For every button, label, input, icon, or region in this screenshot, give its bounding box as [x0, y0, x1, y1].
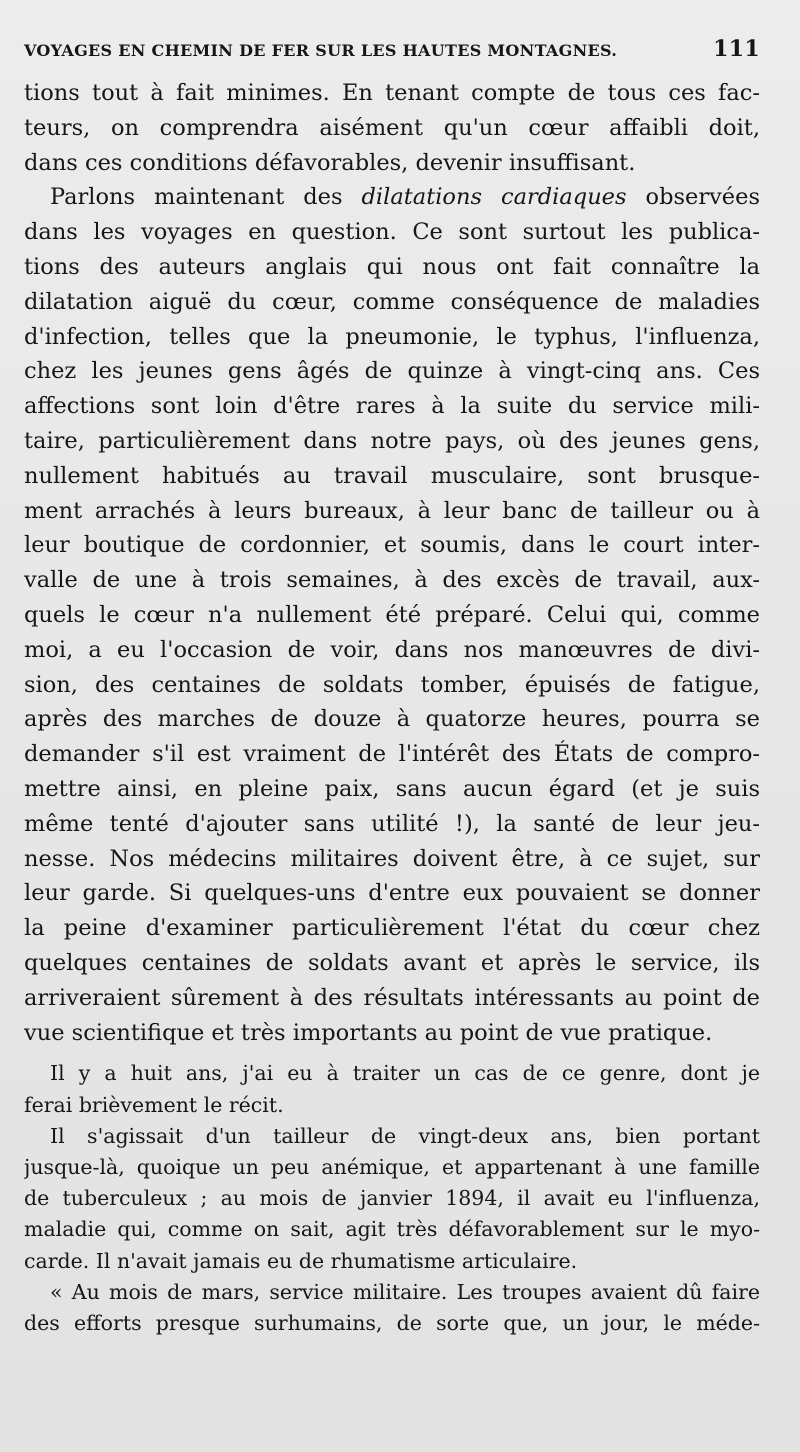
text-line: de tuberculeux ; au mois de janvier 1894, il avait eu l'influenza,: [24, 1186, 760, 1211]
text-line: moi, a eu l'occasion de voir, dans nos manœuvres de divi-: [24, 636, 760, 663]
text-line: jusque-là, quoique un peu anémique, et appartenant à une famille: [24, 1154, 760, 1179]
text-line: des efforts presque surhumains, de sorte que, un jour, le méde-: [24, 1310, 760, 1335]
text-line: après des marches de douze à quatorze heures, pourra se: [24, 706, 760, 733]
text-line: quelques centaines de soldats avant et après le service, ils: [24, 949, 760, 976]
text-line: nullement habitués au travail musculaire, sont brusque-: [24, 462, 760, 489]
quoted-report-paragraph: [24, 1277, 760, 1339]
page-number: 111: [713, 36, 760, 62]
text-line: dans les voyages en question. Ce sont surtout les publica-: [24, 219, 760, 246]
text-line: Il y a huit ans, j'ai eu à traiter un cas de ce genre, dont je: [50, 1061, 760, 1086]
text-line: valle de une à trois semaines, à des excès de travail, aux-: [24, 567, 760, 594]
text-line: affections sont loin d'être rares à la suite du service mili-: [24, 393, 760, 420]
text-run: observées: [626, 184, 760, 211]
text-line: chez les jeunes gens âgés de quinze à vingt-cinq ans. Ces: [24, 358, 760, 385]
text-line: dilatation aiguë du cœur, comme conséquence de maladies: [24, 288, 760, 315]
text-line: la peine d'examiner particulièrement l'état du cœur chez: [24, 915, 760, 942]
text-run: Parlons maintenant des: [50, 184, 362, 211]
case-history-paragraph: [24, 1121, 760, 1277]
paragraph-2: [24, 180, 760, 1050]
text-line: teurs, on comprendra aisément qu'un cœur affaibli doit,: [24, 114, 760, 141]
text-line: nesse. Nos médecins militaires doivent être, à ce sujet, sur: [24, 845, 760, 872]
text-line: ment arrachés à leurs bureaux, à leur banc de tailleur ou à: [24, 497, 760, 524]
text-line: leur garde. Si quelques-uns d'entre eux pouvaient se donner: [24, 880, 760, 907]
paragraph-1: [24, 76, 760, 180]
text-line: leur boutique de cordonnier, et soumis, dans le court inter-: [24, 532, 760, 559]
italic-term: dilatations cardiaques: [361, 184, 627, 211]
text-line: sion, des centaines de soldats tomber, épuisés de fatigue,: [24, 671, 760, 698]
text-line: Il s'agissait d'un tailleur de vingt-deux ans, bien portant: [50, 1123, 760, 1148]
text-line: quels le cœur n'a nullement été préparé. Celui qui, comme: [24, 601, 760, 628]
text-line: arriveraient sûrement à des résultats intéressants au point de: [24, 984, 760, 1011]
text-line: même tenté d'ajouter sans utilité !), la santé de leur jeu-: [24, 810, 760, 837]
text-line: mettre ainsi, en pleine paix, sans aucun égard (et je suis: [24, 775, 760, 802]
text-line: dans ces conditions défavorables, devenir insuffisant.: [24, 149, 636, 176]
text-line: tions tout à fait minimes. En tenant compte de tous ces fac-: [24, 80, 760, 106]
text-line: tions des auteurs anglais qui nous ont fait connaître la: [24, 253, 760, 280]
text-line: ferai brièvement le récit.: [24, 1092, 284, 1117]
text-line: carde. Il n'avait jamais eu de rhumatisme articulaire.: [24, 1248, 578, 1273]
text-line: d'infection, telles que la pneumonie, le typhus, l'influenza,: [24, 323, 760, 350]
case-intro-paragraph: [24, 1058, 760, 1120]
text-line: vue scientifique et très importants au point de vue pratique.: [24, 1019, 713, 1046]
text-line: maladie qui, comme on sait, agit très défavorablement sur le myo-: [24, 1217, 760, 1242]
text-line: taire, particulièrement dans notre pays, où des jeunes gens,: [24, 427, 760, 454]
text-line: demander s'il est vraiment de l'intérêt des États de compro-: [24, 741, 760, 768]
running-title: VOYAGES EN CHEMIN DE FER SUR LES HAUTES MONTAGNES.: [24, 41, 618, 60]
text-line: « Au mois de mars, service militaire. Les troupes avaient dû faire: [50, 1279, 760, 1304]
text-line: [24, 180, 760, 215]
running-head: [24, 36, 760, 76]
